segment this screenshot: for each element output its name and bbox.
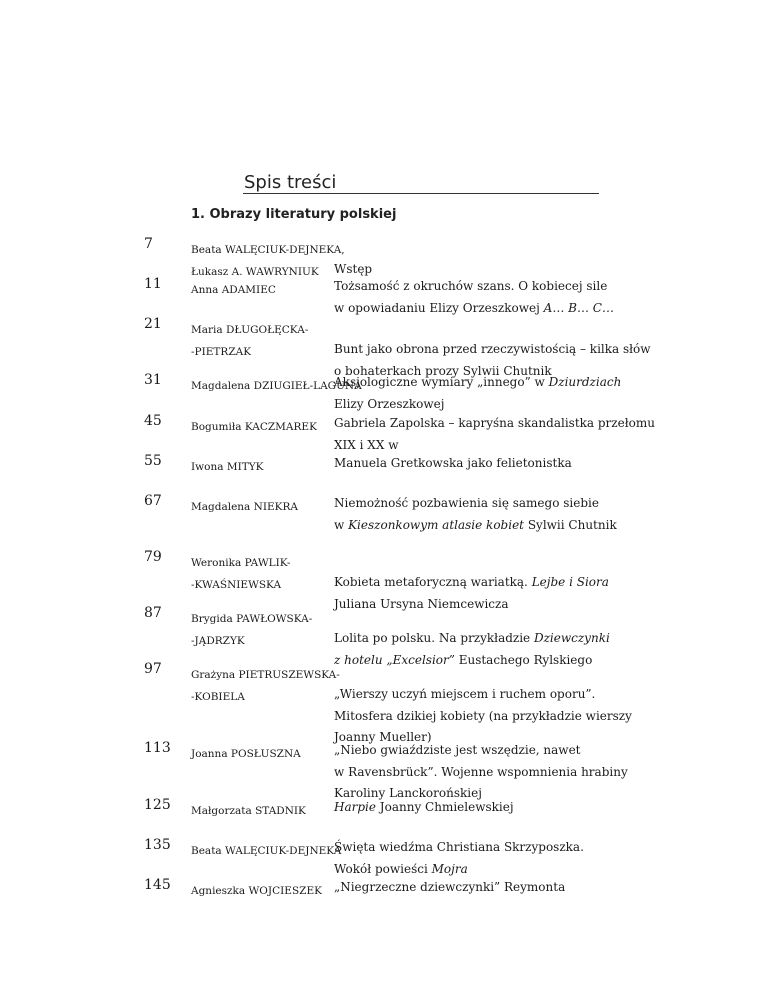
author-line: Weronika PAWLIK- <box>191 557 291 569</box>
title-text: Elizy Orzeszkowej <box>334 396 445 411</box>
title-text: „Niebo gwiaździste jest wszędzie, nawet <box>334 743 581 757</box>
author-names <box>191 456 264 478</box>
title-text: Joanny Chmielewskiej <box>375 800 514 814</box>
title-text: Eustachego Rylskiego <box>454 652 593 667</box>
author-names <box>191 552 290 596</box>
article-title <box>334 684 632 749</box>
page-number: 145 <box>144 877 171 893</box>
title-line <box>334 684 606 706</box>
article-title <box>334 628 610 671</box>
article-title <box>334 837 606 880</box>
title-line <box>334 493 606 515</box>
author-line: Anna ADAMIEC <box>191 284 276 296</box>
italic-text: Dziewczynki <box>533 631 610 645</box>
page-number: 79 <box>144 549 162 565</box>
title-text: Niemożność pozbawienia się samego siebie <box>334 496 599 510</box>
italic-text: z hotelu „Excelsior” <box>334 652 455 667</box>
title-line <box>334 837 606 859</box>
page-number: 135 <box>144 837 171 853</box>
title-text: Juliana Ursyna Niemcewicza <box>334 596 509 611</box>
italic-text: Lejbe i Siora <box>531 575 609 589</box>
title-text: „Niegrzeczne dziewczynki” Reymonta <box>334 880 566 894</box>
italic-text: Harpie <box>334 800 376 814</box>
section-heading: 1. Obrazy literatury polskiej <box>191 207 397 222</box>
title-text: Bunt jako obrona przed rzeczywistością – kilka słów <box>334 342 651 356</box>
author-line: Beata WALĘCIUK-DEJNEKA <box>191 845 342 857</box>
title-line <box>334 298 614 320</box>
article-title <box>334 453 606 475</box>
page-number: 7 <box>144 236 153 252</box>
title-text: Tożsamość z okruchów szans. O kobiecej sile <box>334 279 608 293</box>
article-title <box>334 740 628 805</box>
author-line: Grażyna PIETRUSZEWSKA- <box>191 669 340 681</box>
article-title <box>334 797 606 819</box>
author-line: Beata WALĘCIUK-DEJNEKA, <box>191 244 345 256</box>
title-text: w <box>334 517 349 532</box>
title-text: Manuela Gretkowska jako felietonistka <box>334 456 572 470</box>
title-line <box>334 594 606 616</box>
author-names <box>191 608 312 652</box>
author-line: Łukasz A. WAWRYNIUK <box>191 266 319 278</box>
author-line: Magdalena DZIUGIEŁ-LAGUNA <box>191 380 362 392</box>
author-names <box>191 840 341 862</box>
author-names <box>191 880 322 902</box>
title-line <box>334 572 609 594</box>
author-names <box>191 279 276 301</box>
author-line: Brygida PAWŁOWSKA- <box>191 613 313 625</box>
title-text: Aksjologiczne wymiary „innego” w <box>334 375 549 389</box>
title-line <box>334 394 606 416</box>
author-names <box>191 743 301 765</box>
author-names <box>191 416 317 438</box>
title-text: w opowiadaniu Elizy Orzeszkowej <box>334 300 544 315</box>
article-title <box>334 372 622 415</box>
title-line <box>334 650 606 672</box>
page-number: 67 <box>144 493 162 509</box>
author-line: Bogumiła KACZMAREK <box>191 421 317 433</box>
author-line: Magdalena NIEKRA <box>191 501 298 513</box>
title-line <box>334 706 632 728</box>
title-text: Święta wiedźma Christiana Skrzyposzka. <box>334 840 584 854</box>
title-text: w Ravensbrück”. Wojenne wspomnienia hrabiny <box>334 764 628 779</box>
page-number: 11 <box>144 276 162 292</box>
title-line <box>334 515 617 537</box>
author-names <box>191 496 298 518</box>
italic-text: Mojra <box>431 861 468 876</box>
article-title <box>334 572 609 615</box>
article-title <box>334 276 614 319</box>
italic-text: Dziurdziach <box>548 375 622 389</box>
article-title <box>334 413 655 456</box>
title-line <box>334 413 655 435</box>
author-line: -JĄDRZYK <box>191 635 245 647</box>
title-line <box>334 372 622 394</box>
title-text: Wokół powieści <box>334 861 432 876</box>
author-names <box>191 319 308 363</box>
title-text: Lolita po polsku. Na przykładzie <box>334 631 534 645</box>
page-number: 21 <box>144 316 162 332</box>
title-text: Joanny Mueller) <box>334 730 432 744</box>
author-line: -KOBIELA <box>191 691 245 703</box>
title-line <box>334 877 606 899</box>
page-title: Spis treści <box>244 172 337 193</box>
article-title <box>334 877 606 899</box>
page-number: 125 <box>144 797 171 813</box>
author-line: -PIETRZAK <box>191 346 252 358</box>
title-text: „Wierszy uczyń miejscem i ruchem oporu”. <box>334 687 596 701</box>
title-line <box>334 628 610 650</box>
article-title <box>334 493 617 536</box>
author-line: Agnieszka WOJCIESZEK <box>191 885 322 897</box>
page-number: 97 <box>144 661 162 677</box>
title-text: Gabriela Zapolska – kapryśna skandalistka przełomu <box>334 416 655 430</box>
title-line <box>334 797 606 819</box>
author-line: Joanna POSŁUSZNA <box>191 748 301 760</box>
page-number: 113 <box>144 740 171 756</box>
title-line <box>334 453 606 475</box>
title-text: Mitosfera dzikiej kobiety (na przykładzie wierszy <box>334 708 632 723</box>
page-number: 55 <box>144 453 162 469</box>
author-names <box>191 239 345 283</box>
italic-text: A… B… C… <box>543 300 614 315</box>
page-number: 45 <box>144 413 162 429</box>
page-number: 87 <box>144 605 162 621</box>
author-line: -KWAŚNIEWSKA <box>191 579 282 591</box>
author-names <box>191 800 306 822</box>
title-text: XIX i XX w <box>334 437 399 452</box>
title-text: Karoliny Lanckorońskiej <box>334 786 482 800</box>
title-text: o bohaterkach prozy Sylwii Chutnik <box>334 363 552 378</box>
author-line: Maria DŁUGOŁĘCKA- <box>191 324 309 336</box>
author-line: Małgorzata STADNIK <box>191 805 306 817</box>
title-line <box>334 762 628 784</box>
title-text: Sylwii Chutnik <box>524 517 617 532</box>
author-names <box>191 664 340 708</box>
title-line <box>334 276 606 298</box>
page-number: 31 <box>144 372 162 388</box>
title-line <box>334 740 606 762</box>
author-line: Iwona MITYK <box>191 461 264 473</box>
title-text: Kobieta metaforyczną wariatką. <box>334 575 532 589</box>
title-line <box>334 339 651 361</box>
italic-text: Kieszonkowym atlasie kobiet <box>348 517 524 532</box>
title-text: Wstęp <box>334 262 373 276</box>
